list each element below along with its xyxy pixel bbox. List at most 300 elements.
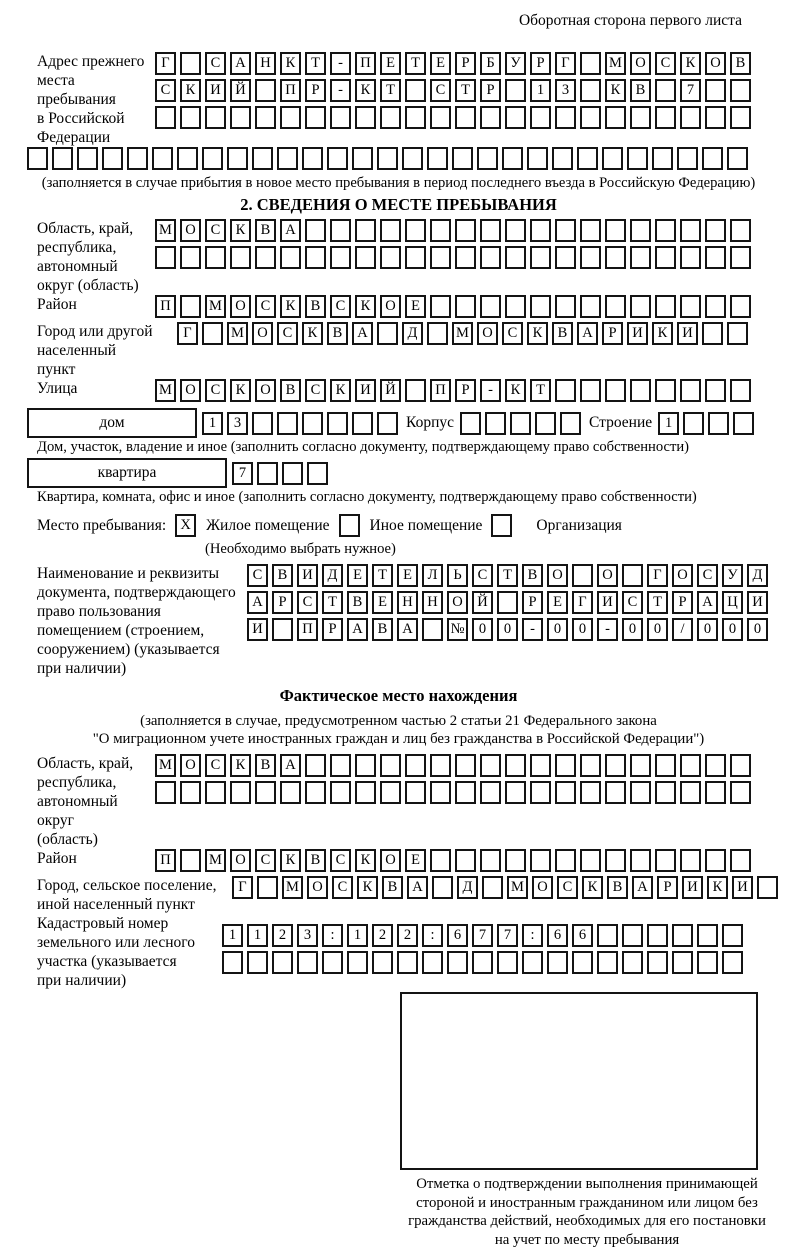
char-box[interactable] [305, 219, 326, 242]
char-box[interactable] [727, 147, 748, 170]
char-box[interactable] [730, 295, 751, 318]
char-box[interactable]: А [577, 322, 598, 345]
char-box[interactable]: : [422, 924, 443, 947]
char-box[interactable] [552, 147, 573, 170]
char-box[interactable] [505, 781, 526, 804]
char-box[interactable]: В [347, 591, 368, 614]
char-box[interactable]: К [707, 876, 728, 899]
char-box[interactable] [430, 295, 451, 318]
char-box[interactable] [680, 379, 701, 402]
char-box[interactable]: К [355, 849, 376, 872]
char-box[interactable]: Т [497, 564, 518, 587]
char-box[interactable] [510, 412, 531, 435]
char-box[interactable] [580, 379, 601, 402]
char-box[interactable] [202, 322, 223, 345]
char-box[interactable] [580, 219, 601, 242]
char-box[interactable] [630, 246, 651, 269]
char-box[interactable] [330, 106, 351, 129]
char-box[interactable] [630, 379, 651, 402]
char-box[interactable] [530, 849, 551, 872]
char-box[interactable]: Ь [447, 564, 468, 587]
char-box[interactable]: С [277, 322, 298, 345]
char-box[interactable]: Р [672, 591, 693, 614]
char-box[interactable]: С [557, 876, 578, 899]
actual-region-row-2[interactable] [155, 781, 751, 804]
char-box[interactable] [530, 219, 551, 242]
char-box[interactable] [505, 246, 526, 269]
char-box[interactable]: 0 [697, 618, 718, 641]
char-box[interactable]: 1 [530, 79, 551, 102]
char-box[interactable]: В [272, 564, 293, 587]
char-box[interactable] [680, 849, 701, 872]
char-box[interactable]: И [355, 379, 376, 402]
char-box[interactable] [307, 462, 328, 485]
char-box[interactable] [430, 246, 451, 269]
char-box[interactable]: С [330, 295, 351, 318]
char-box[interactable]: Н [422, 591, 443, 614]
char-box[interactable] [705, 79, 726, 102]
char-box[interactable] [535, 412, 556, 435]
char-box[interactable]: Е [347, 564, 368, 587]
char-box[interactable]: Т [455, 79, 476, 102]
char-box[interactable] [672, 924, 693, 947]
char-box[interactable]: И [747, 591, 768, 614]
char-box[interactable]: А [632, 876, 653, 899]
char-box[interactable]: А [397, 618, 418, 641]
char-box[interactable] [730, 79, 751, 102]
char-box[interactable] [697, 951, 718, 974]
char-box[interactable]: О [180, 754, 201, 777]
char-box[interactable] [505, 106, 526, 129]
char-box[interactable] [377, 147, 398, 170]
char-box[interactable]: Д [402, 322, 423, 345]
char-box[interactable] [330, 754, 351, 777]
char-box[interactable] [630, 849, 651, 872]
char-box[interactable] [555, 754, 576, 777]
char-box[interactable]: И [297, 564, 318, 587]
char-box[interactable]: 1 [658, 412, 679, 435]
char-box[interactable] [427, 322, 448, 345]
char-box[interactable]: О [630, 52, 651, 75]
char-box[interactable]: С [330, 849, 351, 872]
char-box[interactable]: Е [372, 591, 393, 614]
char-box[interactable]: В [305, 295, 326, 318]
char-box[interactable]: - [330, 52, 351, 75]
char-box[interactable]: 0 [747, 618, 768, 641]
char-box[interactable] [580, 52, 601, 75]
char-box[interactable] [377, 412, 398, 435]
char-box[interactable] [555, 781, 576, 804]
house-number-cells[interactable] [202, 412, 398, 435]
char-box[interactable] [472, 951, 493, 974]
char-box[interactable] [205, 106, 226, 129]
char-box[interactable]: А [347, 618, 368, 641]
char-box[interactable] [405, 246, 426, 269]
char-box[interactable]: 2 [397, 924, 418, 947]
char-box[interactable] [655, 79, 676, 102]
char-box[interactable] [347, 951, 368, 974]
char-box[interactable] [683, 412, 704, 435]
char-box[interactable] [655, 106, 676, 129]
char-box[interactable] [730, 754, 751, 777]
char-box[interactable] [555, 295, 576, 318]
char-box[interactable]: И [677, 322, 698, 345]
char-box[interactable] [280, 781, 301, 804]
char-box[interactable]: К [280, 849, 301, 872]
char-box[interactable]: 6 [572, 924, 593, 947]
char-box[interactable] [227, 147, 248, 170]
char-box[interactable]: О [705, 52, 726, 75]
char-box[interactable]: П [430, 379, 451, 402]
char-box[interactable] [355, 219, 376, 242]
char-box[interactable] [647, 951, 668, 974]
char-box[interactable]: Т [380, 79, 401, 102]
char-box[interactable] [680, 246, 701, 269]
char-box[interactable] [705, 849, 726, 872]
char-box[interactable] [255, 781, 276, 804]
char-box[interactable] [102, 147, 123, 170]
char-box[interactable] [430, 754, 451, 777]
char-box[interactable]: О [307, 876, 328, 899]
char-box[interactable] [580, 849, 601, 872]
char-box[interactable]: К [680, 52, 701, 75]
char-box[interactable]: Д [322, 564, 343, 587]
char-box[interactable]: С [697, 564, 718, 587]
char-box[interactable]: 1 [347, 924, 368, 947]
char-box[interactable] [282, 462, 303, 485]
char-box[interactable]: О [672, 564, 693, 587]
char-box[interactable]: : [322, 924, 343, 947]
char-box[interactable]: О [597, 564, 618, 587]
char-box[interactable]: К [230, 379, 251, 402]
char-box[interactable] [257, 462, 278, 485]
char-box[interactable] [277, 412, 298, 435]
char-box[interactable]: М [282, 876, 303, 899]
char-box[interactable] [702, 322, 723, 345]
char-box[interactable] [497, 951, 518, 974]
char-box[interactable]: К [230, 219, 251, 242]
char-box[interactable] [405, 781, 426, 804]
street-row[interactable] [155, 379, 751, 402]
char-box[interactable] [127, 147, 148, 170]
char-box[interactable]: В [552, 322, 573, 345]
char-box[interactable] [177, 147, 198, 170]
char-box[interactable]: : [522, 924, 543, 947]
char-box[interactable]: В [730, 52, 751, 75]
char-box[interactable]: С [622, 591, 643, 614]
char-box[interactable] [152, 147, 173, 170]
prev-address-row-3[interactable] [155, 106, 751, 129]
char-box[interactable]: А [352, 322, 373, 345]
char-box[interactable] [730, 219, 751, 242]
char-box[interactable] [580, 106, 601, 129]
char-box[interactable] [480, 295, 501, 318]
char-box[interactable]: О [255, 379, 276, 402]
char-box[interactable] [572, 951, 593, 974]
char-box[interactable]: С [655, 52, 676, 75]
char-box[interactable]: Е [397, 564, 418, 587]
char-box[interactable] [605, 754, 626, 777]
char-box[interactable] [708, 412, 729, 435]
char-box[interactable]: С [255, 849, 276, 872]
char-box[interactable]: 7 [497, 924, 518, 947]
char-box[interactable]: В [255, 219, 276, 242]
prev-address-row-2[interactable] [155, 79, 751, 102]
char-box[interactable] [630, 295, 651, 318]
char-box[interactable]: 7 [680, 79, 701, 102]
char-box[interactable]: С [502, 322, 523, 345]
char-box[interactable] [605, 379, 626, 402]
char-box[interactable] [730, 379, 751, 402]
char-box[interactable] [622, 924, 643, 947]
char-box[interactable]: Е [380, 52, 401, 75]
char-box[interactable]: О [252, 322, 273, 345]
char-box[interactable] [155, 106, 176, 129]
char-box[interactable]: С [305, 379, 326, 402]
char-box[interactable] [705, 295, 726, 318]
document-row-2[interactable] [247, 591, 768, 614]
char-box[interactable]: Ц [722, 591, 743, 614]
char-box[interactable]: 7 [472, 924, 493, 947]
char-box[interactable] [655, 379, 676, 402]
char-box[interactable] [622, 564, 643, 587]
char-box[interactable] [330, 246, 351, 269]
char-box[interactable]: Г [177, 322, 198, 345]
char-box[interactable] [505, 219, 526, 242]
char-box[interactable] [305, 246, 326, 269]
char-box[interactable]: И [205, 79, 226, 102]
char-box[interactable] [305, 106, 326, 129]
char-box[interactable]: С [472, 564, 493, 587]
char-box[interactable]: П [155, 849, 176, 872]
char-box[interactable] [482, 876, 503, 899]
korpus-cells[interactable] [460, 412, 581, 435]
char-box[interactable] [480, 106, 501, 129]
char-box[interactable]: К [180, 79, 201, 102]
char-box[interactable] [580, 79, 601, 102]
char-box[interactable]: В [522, 564, 543, 587]
char-box[interactable]: / [672, 618, 693, 641]
char-box[interactable]: № [447, 618, 468, 641]
char-box[interactable] [355, 781, 376, 804]
char-box[interactable]: М [227, 322, 248, 345]
char-box[interactable] [380, 246, 401, 269]
char-box[interactable] [405, 754, 426, 777]
char-box[interactable] [630, 781, 651, 804]
char-box[interactable] [272, 618, 293, 641]
char-box[interactable]: Е [430, 52, 451, 75]
char-box[interactable] [27, 147, 48, 170]
char-box[interactable] [330, 781, 351, 804]
char-box[interactable] [605, 219, 626, 242]
char-box[interactable]: 1 [247, 924, 268, 947]
district-row[interactable] [155, 295, 751, 318]
char-box[interactable]: М [155, 219, 176, 242]
char-box[interactable]: А [697, 591, 718, 614]
char-box[interactable]: А [280, 219, 301, 242]
char-box[interactable]: М [205, 849, 226, 872]
char-box[interactable] [257, 876, 278, 899]
char-box[interactable]: Р [602, 322, 623, 345]
char-box[interactable] [705, 106, 726, 129]
char-box[interactable]: С [205, 52, 226, 75]
char-box[interactable]: К [230, 754, 251, 777]
char-box[interactable] [202, 147, 223, 170]
char-box[interactable] [277, 147, 298, 170]
char-box[interactable] [705, 754, 726, 777]
char-box[interactable] [605, 295, 626, 318]
char-box[interactable]: С [205, 754, 226, 777]
actual-region-row-1[interactable] [155, 754, 751, 777]
char-box[interactable] [680, 781, 701, 804]
char-box[interactable] [180, 295, 201, 318]
char-box[interactable]: Р [305, 79, 326, 102]
char-box[interactable] [522, 951, 543, 974]
actual-city-row[interactable] [232, 876, 778, 899]
char-box[interactable] [580, 754, 601, 777]
char-box[interactable]: В [382, 876, 403, 899]
char-box[interactable] [330, 219, 351, 242]
char-box[interactable] [355, 754, 376, 777]
char-box[interactable] [180, 781, 201, 804]
char-box[interactable] [497, 591, 518, 614]
char-box[interactable] [377, 322, 398, 345]
char-box[interactable] [627, 147, 648, 170]
char-box[interactable] [432, 876, 453, 899]
char-box[interactable] [77, 147, 98, 170]
char-box[interactable]: О [180, 379, 201, 402]
char-box[interactable]: 0 [647, 618, 668, 641]
char-box[interactable] [180, 849, 201, 872]
char-box[interactable] [555, 246, 576, 269]
char-box[interactable] [730, 106, 751, 129]
char-box[interactable] [680, 295, 701, 318]
char-box[interactable] [280, 106, 301, 129]
char-box[interactable] [455, 295, 476, 318]
char-box[interactable] [705, 246, 726, 269]
char-box[interactable] [455, 849, 476, 872]
char-box[interactable] [630, 106, 651, 129]
char-box[interactable]: К [302, 322, 323, 345]
char-box[interactable] [672, 951, 693, 974]
char-box[interactable]: М [155, 379, 176, 402]
char-box[interactable]: А [407, 876, 428, 899]
cadastral-row-1[interactable] [222, 924, 743, 947]
char-box[interactable]: О [180, 219, 201, 242]
char-box[interactable] [405, 79, 426, 102]
char-box[interactable]: Н [255, 52, 276, 75]
char-box[interactable] [180, 246, 201, 269]
char-box[interactable] [677, 147, 698, 170]
char-box[interactable] [527, 147, 548, 170]
char-box[interactable] [455, 754, 476, 777]
char-box[interactable]: Й [230, 79, 251, 102]
char-box[interactable]: С [332, 876, 353, 899]
char-box[interactable]: О [547, 564, 568, 587]
char-box[interactable] [380, 781, 401, 804]
char-box[interactable]: С [430, 79, 451, 102]
char-box[interactable]: О [380, 849, 401, 872]
char-box[interactable]: 2 [372, 924, 393, 947]
char-box[interactable] [555, 849, 576, 872]
char-box[interactable]: О [532, 876, 553, 899]
char-box[interactable]: 6 [447, 924, 468, 947]
checkbox-organization[interactable] [491, 514, 512, 537]
char-box[interactable]: К [357, 876, 378, 899]
char-box[interactable]: А [230, 52, 251, 75]
prev-address-row-4[interactable] [27, 147, 760, 170]
char-box[interactable]: Р [455, 379, 476, 402]
char-box[interactable] [230, 781, 251, 804]
char-box[interactable]: - [480, 379, 501, 402]
char-box[interactable]: Д [747, 564, 768, 587]
char-box[interactable] [455, 219, 476, 242]
char-box[interactable] [355, 246, 376, 269]
char-box[interactable] [530, 295, 551, 318]
char-box[interactable] [205, 781, 226, 804]
char-box[interactable] [652, 147, 673, 170]
char-box[interactable]: 3 [297, 924, 318, 947]
char-box[interactable] [405, 379, 426, 402]
char-box[interactable] [272, 951, 293, 974]
document-row-1[interactable] [247, 564, 768, 587]
char-box[interactable] [580, 246, 601, 269]
char-box[interactable]: К [605, 79, 626, 102]
char-box[interactable]: - [330, 79, 351, 102]
char-box[interactable] [555, 379, 576, 402]
char-box[interactable]: К [527, 322, 548, 345]
char-box[interactable]: 2 [272, 924, 293, 947]
char-box[interactable]: Р [657, 876, 678, 899]
char-box[interactable] [727, 322, 748, 345]
char-box[interactable] [180, 52, 201, 75]
char-box[interactable]: О [380, 295, 401, 318]
char-box[interactable]: Р [322, 618, 343, 641]
char-box[interactable] [655, 754, 676, 777]
char-box[interactable] [302, 412, 323, 435]
char-box[interactable]: С [247, 564, 268, 587]
char-box[interactable]: С [205, 219, 226, 242]
char-box[interactable] [680, 219, 701, 242]
char-box[interactable]: Е [547, 591, 568, 614]
char-box[interactable]: П [355, 52, 376, 75]
char-box[interactable]: П [155, 295, 176, 318]
char-box[interactable]: В [255, 754, 276, 777]
char-box[interactable]: П [297, 618, 318, 641]
char-box[interactable] [705, 781, 726, 804]
char-box[interactable] [655, 849, 676, 872]
char-box[interactable]: И [682, 876, 703, 899]
char-box[interactable] [555, 219, 576, 242]
char-box[interactable] [430, 219, 451, 242]
char-box[interactable] [757, 876, 778, 899]
char-box[interactable]: Р [272, 591, 293, 614]
char-box[interactable]: Е [405, 849, 426, 872]
char-box[interactable] [52, 147, 73, 170]
char-box[interactable] [622, 951, 643, 974]
char-box[interactable] [430, 849, 451, 872]
char-box[interactable]: Г [555, 52, 576, 75]
char-box[interactable] [655, 295, 676, 318]
char-box[interactable]: М [155, 754, 176, 777]
char-box[interactable] [722, 951, 743, 974]
char-box[interactable] [630, 754, 651, 777]
char-box[interactable]: Г [647, 564, 668, 587]
char-box[interactable] [205, 246, 226, 269]
char-box[interactable] [605, 106, 626, 129]
char-box[interactable]: Т [372, 564, 393, 587]
char-box[interactable] [730, 246, 751, 269]
